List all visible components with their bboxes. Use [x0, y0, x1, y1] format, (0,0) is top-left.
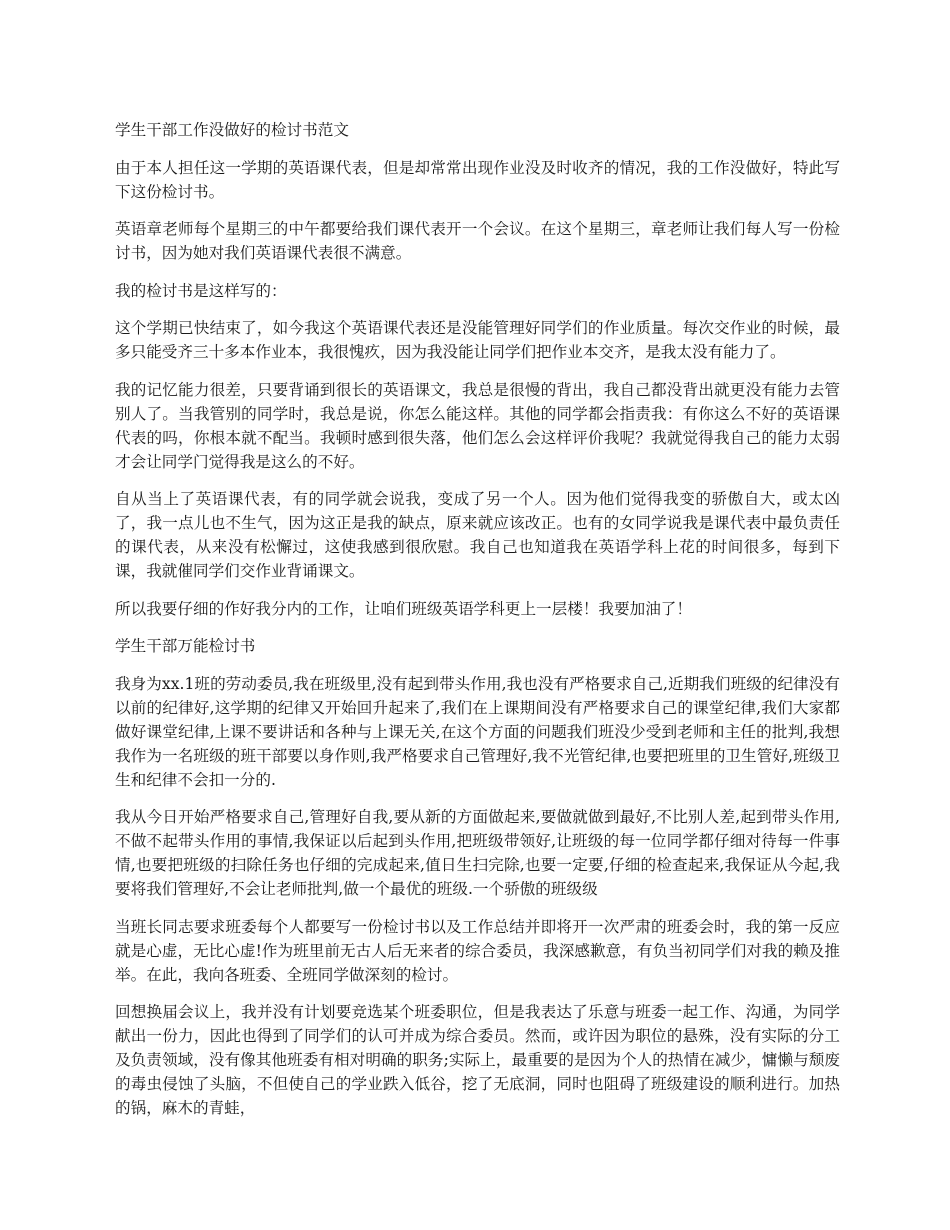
paragraph-3: 我的检讨书是这样写的：	[115, 281, 287, 300]
paragraph-2: 英语章老师每个星期三的中午都要给我们课代表开一个会议。在这个星期三，章老师让我们每人写一份检讨书，因为她对我们英语课代表很不满意。	[115, 220, 840, 262]
paragraph-1: 由于本人担任这一学期的英语课代表，但是却常常出现作业没及时收齐的情况，我的工作没做好，特此写下这份检讨书。	[115, 158, 840, 201]
paragraph-5: 我的记忆能力很差，只要背诵到很长的英语课文，我总是很慢的背出，我自己都没背出就更没有能力去管别人了。当我管别的同学时，我总是说，你怎么能这样。其他的同学都会指责我：有你这么不好的英语课代表的吗，你根本就不配当。我顿时感到很失落，他们怎么会这样评价我呢？我就觉得我自己的能力太弱才会让同学门觉得我是这么的不好。	[115, 380, 840, 471]
paragraph-8: 我身为xx.1班的劳动委员,我在班级里,没有起到带头作用,我也没有严格要求自己,近期我们班级的纪律没有以前的纪律好,这学期的纪律又开始回升起来了,我们在上课期间没有严格要求自己的课堂纪律,我们大家都做好课堂纪律,上课不要讲话和各种与上课无关,在这个方面的问题我们班没少受到老师和主任的批判,我想我作为一名班级的班干部要以身作则,我严格要求自己管理好,我不光管纪律,也要把班里的卫生管好,班级卫生和纪律不会扣一分的.	[115, 674, 840, 789]
document-page	[115, 118, 840, 1134]
paragraph-6: 自从当上了英语课代表，有的同学就会说我，变成了另一个人。因为他们觉得我变的骄傲自大，或太凶了，我一点儿也不生气，因为这正是我的缺点，原来就应该改正。也有的女同学说我是课代表中最负责任的课代表，从来没有松懈过，这使我感到很欣慰。我自己也知道我在英语学科上花的时间很多，每到下课，我就催同学们交作业背诵课文。	[115, 490, 840, 580]
paragraph-9: 我从今日开始严格要求自己,管理好自我,要从新的方面做起来,要做就做到最好,不比别人差,起到带头作用,不做不起带头作用的事情,我保证以后起到头作用,把班级带领好,让班级的每一位同学都仔细对待每一件事情,也要把班级的扫除任务也仔细的完成起来,值日生扫完除,也要一定要,仔细的检查起来,我保证从今起,我要将我们管理好,不会让老师批判,做一个最优的班级.一个骄傲的班级级	[115, 808, 840, 898]
paragraph-11: 回想换届会议上，我并没有计划要竞选某个班委职位，但是我表达了乐意与班委一起工作、沟通，为同学献出一份力，因此也得到了同学们的认可并成为综合委员。然而，或许因为职位的悬殊，没有实际的分工及负责领域，没有像其他班委有相对明确的职务;实际上，最重要的是因为个人的热情在减少，慵懒与颓废的毒虫侵蚀了头脑，不但使自己的学业跌入低谷，挖了无底洞，同时也阻碍了班级建设的顺利进行。加热的锅，麻木的青蛙，	[115, 1003, 840, 1117]
paragraph-10: 当班长同志要求班委每个人都要写一份检讨书以及工作总结并即将开一次严肃的班委会时，我的第一反应就是心虚，无比心虚!作为班里前无古人后无来者的综合委员，我深感歉意，有负当初同学们对我的赖及推举。在此，我向各班委、全班同学做深刻的检讨。	[115, 917, 840, 984]
paragraph-7: 所以我要仔细的作好我分内的工作，让咱们班级英语学科更上一层楼！我要加油了！	[115, 599, 692, 618]
paragraph-4: 这个学期已快结束了，如今我这个英语课代表还是没能管理好同学们的作业质量。每次交作业的时候，最多只能受齐三十多本作业本，我很愧疚，因为我没能让同学们把作业本交齐，是我太没有能力了。	[115, 319, 840, 361]
document-heading-1: 学生干部工作没做好的检讨书范文	[115, 121, 349, 139]
document-heading-2: 学生干部万能检讨书	[115, 637, 256, 655]
